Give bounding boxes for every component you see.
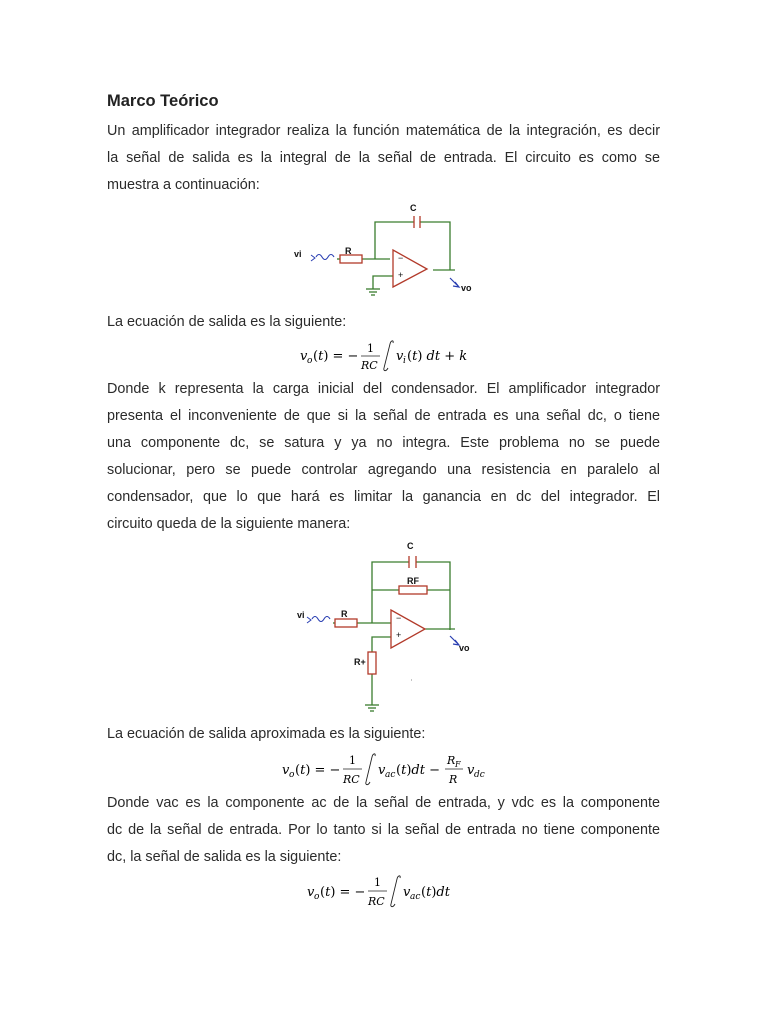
svg-text:v: v bbox=[396, 349, 404, 364]
output-equation-1 bbox=[300, 338, 480, 374]
capacitor-label: C bbox=[407, 541, 414, 551]
input-arrow-icon bbox=[311, 255, 315, 261]
input-label: vi bbox=[297, 610, 305, 620]
svg-text:(t)dt −: (t)dt − bbox=[396, 763, 440, 778]
svg-text:(t) = −: (t) = − bbox=[320, 885, 366, 900]
rplus-label: R+ bbox=[354, 657, 366, 667]
svg-text:o: o bbox=[307, 356, 313, 366]
vac-vdc-paragraph bbox=[107, 790, 660, 871]
ac-source-wave bbox=[316, 255, 334, 260]
output-arrow-icon bbox=[450, 278, 459, 287]
svg-text:(t) dt + k: (t) dt + k bbox=[407, 349, 468, 364]
svg-text:v: v bbox=[378, 763, 386, 778]
paragraph-line: la señal de salida es la integral de la señal de entrada. El circuito es como se bbox=[107, 150, 660, 166]
svg-text:R: R bbox=[447, 754, 456, 767]
resistor-label: R bbox=[341, 609, 348, 619]
svg-text:v: v bbox=[403, 885, 411, 900]
svg-text:v: v bbox=[467, 763, 475, 778]
paragraph-line: Un amplificador integrador realiza la función matemática de la integración, es decir bbox=[107, 123, 660, 139]
svg-text:o: o bbox=[289, 770, 295, 780]
output-equation-3 bbox=[307, 871, 477, 911]
equation-3-svg bbox=[307, 871, 477, 911]
resistor-r bbox=[335, 619, 357, 627]
paragraph-line: La ecuación de salida aproximada es la siguiente: bbox=[107, 726, 426, 742]
paragraph-line: Donde k representa la carga inicial del condensador. El amplificador integrador bbox=[107, 381, 660, 397]
paragraph-line: condensador, que lo que hará es limitar la ganancia en dc del integrador. El bbox=[107, 489, 660, 505]
equation-1-svg bbox=[300, 338, 480, 374]
output-label: vo bbox=[461, 283, 472, 293]
ac-source-wave bbox=[312, 617, 330, 622]
svg-text:ac: ac bbox=[410, 892, 421, 902]
paragraph-line: dc de la señal de entrada. Por lo tanto si la señal de entrada no tiene componente bbox=[107, 822, 660, 838]
intro-paragraph bbox=[107, 118, 660, 199]
svg-text:RC: RC bbox=[343, 773, 360, 786]
output-equation-2 bbox=[282, 749, 502, 789]
integrator-with-rf-circuit-diagram bbox=[285, 540, 485, 720]
paragraph-line: circuito queda de la siguiente manera: bbox=[107, 516, 351, 532]
svg-text:1: 1 bbox=[374, 876, 381, 889]
integrator-circuit-svg bbox=[285, 200, 485, 300]
svg-text:(t) = −: (t) = − bbox=[295, 763, 341, 778]
svg-text:R: R bbox=[449, 773, 458, 786]
resistor-label: R bbox=[345, 246, 352, 256]
paragraph-line: presenta el inconveniente de que si la señal de entrada es una señal dc, o tiene bbox=[107, 408, 660, 424]
ground-symbol bbox=[365, 705, 379, 711]
section-title: Marco Teórico bbox=[107, 92, 219, 110]
svg-text:RC: RC bbox=[368, 895, 385, 908]
svg-text:1: 1 bbox=[349, 754, 356, 767]
svg-text:dc: dc bbox=[474, 770, 485, 780]
output-arrow-icon bbox=[450, 636, 459, 645]
resistor-rf bbox=[399, 586, 427, 594]
svg-text:(t)dt: (t)dt bbox=[421, 885, 450, 900]
capacitor-label: C bbox=[410, 203, 417, 213]
inverting-input-sign: − bbox=[396, 613, 402, 623]
input-label: vi bbox=[294, 249, 302, 259]
svg-text:RC: RC bbox=[361, 359, 378, 372]
svg-text:v: v bbox=[282, 763, 290, 778]
svg-text:o: o bbox=[314, 892, 320, 902]
approx-equation-intro bbox=[107, 721, 660, 748]
resistor-rplus bbox=[368, 652, 376, 674]
svg-text:v: v bbox=[300, 349, 308, 364]
paragraph-line: una componente dc, se satura y ya no integra. Este problema no se puede bbox=[107, 435, 660, 451]
noninverting-input-sign: + bbox=[398, 270, 404, 280]
equation-2-svg bbox=[282, 749, 502, 789]
svg-text:(t) = −: (t) = − bbox=[313, 349, 359, 364]
inverting-input-sign: − bbox=[398, 253, 404, 263]
output-equation-intro bbox=[107, 309, 660, 336]
svg-text:v: v bbox=[307, 885, 315, 900]
output-label: vo bbox=[459, 643, 470, 653]
noninverting-input-sign: + bbox=[396, 630, 402, 640]
paragraph-line: La ecuación de salida es la siguiente: bbox=[107, 314, 347, 330]
svg-text:i: i bbox=[403, 356, 406, 366]
rf-label: RF bbox=[407, 576, 419, 586]
ground-symbol bbox=[366, 289, 380, 295]
paragraph-line: dc, la señal de salida es la siguiente: bbox=[107, 849, 342, 865]
resistor-r bbox=[340, 255, 362, 263]
input-arrow-icon bbox=[307, 617, 311, 623]
paragraph-line: solucionar, pero se puede controlar agregando una resistencia en paralelo al bbox=[107, 462, 660, 478]
integrator-circuit-diagram bbox=[285, 200, 485, 300]
integrator-problem-paragraph bbox=[107, 376, 660, 538]
paragraph-line: muestra a continuación: bbox=[107, 177, 260, 193]
svg-text:ac: ac bbox=[385, 770, 396, 780]
paragraph-line: Donde vac es la componente ac de la señal de entrada, y vdc es la componente bbox=[107, 795, 660, 811]
svg-text:F: F bbox=[455, 760, 461, 769]
integrator-rf-circuit-svg bbox=[285, 540, 485, 720]
svg-text:1: 1 bbox=[367, 342, 374, 355]
